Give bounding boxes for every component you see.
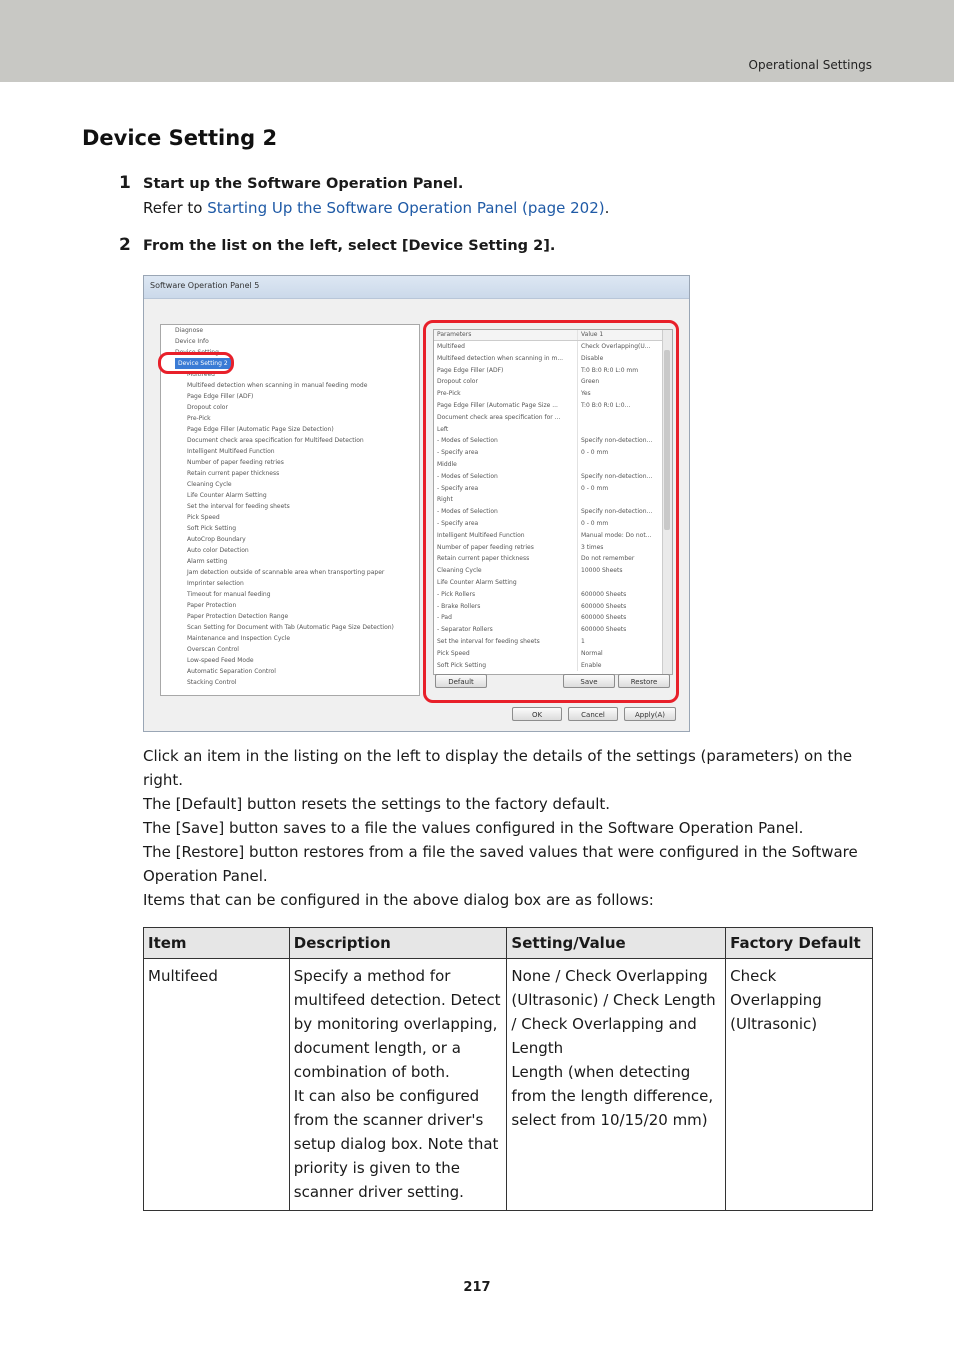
parameter-value bbox=[577, 424, 667, 436]
tree-item-label: Device Setting 2 bbox=[175, 358, 231, 369]
tree-item-label: Jam detection outside of scannable area when transporting paper bbox=[187, 569, 385, 576]
step-2-title: From the list on the left, select [Device Setting 2]. bbox=[143, 238, 556, 254]
parameter-row[interactable] bbox=[434, 400, 672, 412]
tree-item[interactable] bbox=[161, 479, 419, 490]
parameter-row[interactable] bbox=[434, 435, 672, 447]
tree-item[interactable] bbox=[161, 633, 419, 644]
parameter-name: - Specify area bbox=[437, 449, 479, 457]
tree-item-label: Pre-Pick bbox=[187, 415, 211, 422]
parameter-value: 10000 Sheets bbox=[577, 565, 667, 577]
parameter-name: Intelligent Multifeed Function bbox=[437, 531, 525, 539]
parameter-name: - Pad bbox=[437, 614, 452, 622]
ok-button[interactable]: OK bbox=[512, 707, 562, 721]
parameter-name: Life Counter Alarm Setting bbox=[437, 578, 517, 586]
tree-item[interactable] bbox=[161, 655, 419, 666]
parameter-value bbox=[577, 577, 667, 589]
tree-item[interactable] bbox=[161, 435, 419, 446]
tree-item[interactable] bbox=[161, 611, 419, 622]
tree-item-label: Number of paper feeding retries bbox=[187, 459, 284, 466]
parameter-name: Middle bbox=[437, 460, 457, 468]
paragraph-2: The [Default] button resets the settings to the factory default. bbox=[143, 795, 611, 813]
tree-item-label: Page Edge Filler (ADF) bbox=[187, 393, 254, 400]
restore-button[interactable]: Restore bbox=[618, 674, 670, 688]
tree-item-label: Pick Speed bbox=[187, 514, 220, 521]
parameter-name: Pre-Pick bbox=[437, 390, 461, 398]
tree-item[interactable] bbox=[161, 380, 419, 391]
parameter-name: - Specify area bbox=[437, 519, 479, 527]
highlight-device-setting-2 bbox=[158, 352, 234, 374]
parameter-value: Green bbox=[577, 376, 667, 388]
parameter-name: Multifeed bbox=[437, 343, 465, 350]
tree-item-label: Intelligent Multifeed Function bbox=[187, 448, 275, 455]
step-1-suffix: . bbox=[604, 199, 610, 217]
parameter-row[interactable] bbox=[434, 471, 672, 483]
parameter-row[interactable] bbox=[434, 459, 672, 471]
tree-item[interactable] bbox=[161, 556, 419, 567]
parameter-row[interactable] bbox=[434, 612, 672, 624]
section-label: Operational Settings bbox=[748, 58, 872, 72]
tree-item[interactable] bbox=[161, 644, 419, 655]
parameter-name: Dropout color bbox=[437, 378, 478, 386]
parameter-value: 600000 Sheets bbox=[577, 589, 667, 601]
tree-item-label: Timeout for manual feeding bbox=[187, 591, 271, 598]
tree-item[interactable] bbox=[161, 600, 419, 611]
parameter-value bbox=[577, 459, 667, 471]
parameter-row[interactable] bbox=[434, 494, 672, 506]
parameter-name: - Brake Rollers bbox=[437, 602, 481, 610]
parameter-row[interactable] bbox=[434, 530, 672, 542]
parameter-value: 600000 Sheets bbox=[577, 601, 667, 613]
tree-item[interactable] bbox=[161, 523, 419, 534]
col-setting-value: Setting/Value bbox=[507, 928, 726, 959]
cell-setting-value: None / Check Overlapping (Ultrasonic) / Check Length / Check Overlapping and Length Length (when detecting from the length difference, select from 10/15/20 mm) bbox=[507, 959, 726, 1211]
parameter-row[interactable] bbox=[434, 577, 672, 589]
parameters-header bbox=[434, 330, 672, 341]
parameter-value: 600000 Sheets bbox=[577, 624, 667, 636]
step-1-number: 1 bbox=[119, 173, 131, 193]
parameter-name: Number of paper feeding retries bbox=[437, 543, 534, 551]
parameter-row[interactable] bbox=[434, 365, 672, 377]
parameter-value bbox=[577, 494, 667, 506]
tree-item[interactable] bbox=[161, 446, 419, 457]
tree-item-label: Multifeed detection when scanning in manual feeding mode bbox=[187, 382, 368, 389]
tree-item-label: Multifeed bbox=[187, 371, 215, 378]
parameter-name: Page Edge Filler (Automatic Page Size ... bbox=[437, 401, 558, 409]
col-description: Description bbox=[289, 928, 507, 959]
step-1-text bbox=[143, 199, 609, 217]
tree-item-label: Auto color Detection bbox=[187, 547, 249, 554]
parameters-col-header: Parameters bbox=[437, 331, 472, 338]
paragraph-3: The [Save] button saves to a file the values configured in the Software Operation Panel. bbox=[143, 819, 804, 837]
parameter-name: Pick Speed bbox=[437, 649, 470, 657]
page-header-bar bbox=[0, 0, 954, 82]
parameter-value: Disable bbox=[577, 353, 667, 365]
parameter-row[interactable] bbox=[434, 565, 672, 577]
settings-tree bbox=[160, 324, 420, 696]
parameter-row[interactable] bbox=[434, 376, 672, 388]
paragraph-5: Items that can be configured in the above dialog box are as follows: bbox=[143, 891, 654, 909]
parameter-name: Left bbox=[437, 425, 449, 433]
cancel-button[interactable]: Cancel bbox=[568, 707, 618, 721]
parameter-value: Specify non-detection... bbox=[577, 506, 667, 518]
parameter-row[interactable] bbox=[434, 636, 672, 648]
parameter-name: - Modes of Selection bbox=[437, 508, 498, 516]
tree-item-label: Retain current paper thickness bbox=[187, 470, 280, 477]
parameter-row[interactable] bbox=[434, 624, 672, 636]
parameter-value: Normal bbox=[577, 648, 667, 660]
parameter-value: 600000 Sheets bbox=[577, 612, 667, 624]
tree-item[interactable] bbox=[161, 534, 419, 545]
parameter-value: Specify non-detection... bbox=[577, 471, 667, 483]
parameter-row[interactable] bbox=[434, 447, 672, 459]
value-col-header: Value 1 bbox=[577, 330, 667, 340]
tree-item[interactable] bbox=[161, 622, 419, 633]
tree-item[interactable] bbox=[161, 402, 419, 413]
step-2-number: 2 bbox=[119, 235, 131, 255]
parameter-name: Retain current paper thickness bbox=[437, 555, 530, 563]
tree-item-label: Set the interval for feeding sheets bbox=[187, 503, 290, 510]
tree-item[interactable] bbox=[161, 391, 419, 402]
parameter-row[interactable] bbox=[434, 553, 672, 565]
paragraph-1: Click an item in the listing on the left to display the details of the settings (parameters) on the right. bbox=[143, 747, 853, 789]
parameter-value: 3 times bbox=[577, 542, 667, 554]
tree-item-label: Overscan Control bbox=[187, 646, 239, 653]
cell-item: Multifeed bbox=[144, 959, 290, 1211]
paragraph-4: The [Restore] button restores from a file the saved values that were configured in the Software Operation Panel. bbox=[143, 843, 858, 885]
tree-item-label: Low-speed Feed Mode bbox=[187, 657, 254, 664]
cell-description: Specify a method for multifeed detection. Detect by monitoring overlapping, document length, or a combination of both. It can also be configured from the scanner driver's setup dialog box. Note that priority is given to the scanner driver setting. bbox=[289, 959, 507, 1211]
tree-item[interactable] bbox=[161, 545, 419, 556]
save-button[interactable]: Save bbox=[563, 674, 615, 688]
tree-item[interactable] bbox=[161, 677, 419, 688]
tree-item[interactable] bbox=[161, 589, 419, 600]
tree-item-label: Page Edge Filler (Automatic Page Size Detection) bbox=[187, 426, 334, 433]
tree-item[interactable] bbox=[161, 512, 419, 523]
tree-item-label: Paper Protection bbox=[187, 602, 237, 609]
tree-item-label: Automatic Separation Control bbox=[187, 668, 276, 675]
parameter-value: T:0 B:0 R:0 L:0... bbox=[577, 400, 667, 412]
parameter-value: Enable bbox=[577, 660, 667, 672]
apply-button[interactable]: Apply(A) bbox=[624, 707, 676, 721]
step-1-prefix: Refer to bbox=[143, 199, 208, 217]
tree-item-label: Paper Protection Detection Range bbox=[187, 613, 289, 620]
tree-item-label: AutoCrop Boundary bbox=[187, 536, 246, 543]
parameter-row[interactable] bbox=[434, 589, 672, 601]
window-title: Software Operation Panel 5 bbox=[144, 276, 689, 299]
parameter-value: 0 - 0 mm bbox=[577, 483, 667, 495]
scrollbar-thumb[interactable] bbox=[664, 350, 670, 530]
parameter-row[interactable] bbox=[434, 601, 672, 613]
tree-item[interactable] bbox=[161, 578, 419, 589]
parameter-name: Document check area specification for ... bbox=[437, 413, 561, 421]
parameters-table bbox=[433, 329, 673, 675]
software-operation-panel-screenshot bbox=[143, 275, 690, 732]
parameter-row[interactable] bbox=[434, 412, 672, 424]
tree-item[interactable] bbox=[161, 336, 419, 347]
cell-factory-default: Check Overlapping (Ultrasonic) bbox=[726, 959, 873, 1211]
parameters-scrollbar[interactable] bbox=[662, 330, 672, 674]
tree-item-label: Dropout color bbox=[187, 404, 228, 411]
parameter-value: Check Overlapping(U... bbox=[577, 341, 667, 353]
parameter-name: Multifeed detection when scanning in m... bbox=[437, 354, 564, 362]
parameter-value: Do not remember bbox=[577, 553, 667, 565]
tree-item-label: Maintenance and Inspection Cycle bbox=[187, 635, 291, 642]
tree-item[interactable] bbox=[161, 325, 419, 336]
step-1-title: Start up the Software Operation Panel. bbox=[143, 176, 464, 192]
page-title: Device Setting 2 bbox=[82, 126, 278, 150]
tree-item-label: Alarm setting bbox=[187, 558, 228, 565]
tree-item-label: Diagnose bbox=[175, 327, 204, 334]
parameter-row[interactable] bbox=[434, 542, 672, 554]
tree-item[interactable] bbox=[161, 413, 419, 424]
tree-item-label: Device Info bbox=[175, 338, 209, 345]
page-number: 217 bbox=[463, 1280, 491, 1295]
tree-item-label: Soft Pick Setting bbox=[187, 525, 237, 532]
settings-table bbox=[143, 927, 873, 1211]
parameter-row[interactable] bbox=[434, 648, 672, 660]
parameter-value: Yes bbox=[577, 388, 667, 400]
parameter-value: Specify non-detection... bbox=[577, 435, 667, 447]
tree-item-label: Life Counter Alarm Setting bbox=[187, 492, 267, 499]
default-button[interactable]: Default bbox=[435, 674, 487, 688]
parameter-row[interactable] bbox=[434, 424, 672, 436]
parameter-row[interactable] bbox=[434, 518, 672, 530]
parameter-value: 0 - 0 mm bbox=[577, 518, 667, 530]
parameter-name: - Modes of Selection bbox=[437, 437, 498, 445]
parameter-value: 1 bbox=[577, 636, 667, 648]
tree-item[interactable] bbox=[161, 424, 419, 435]
parameter-name: - Separator Rollers bbox=[437, 626, 493, 634]
tree-item-label: Device Setting bbox=[175, 349, 219, 356]
parameters-rows bbox=[434, 341, 672, 671]
tree-item-label: Stacking Control bbox=[187, 679, 237, 686]
parameter-row[interactable] bbox=[434, 660, 672, 672]
parameter-row[interactable] bbox=[434, 506, 672, 518]
parameter-name: Soft Pick Setting bbox=[437, 661, 487, 669]
tree-item[interactable] bbox=[161, 490, 419, 501]
parameter-value: 0 - 0 mm bbox=[577, 447, 667, 459]
tree-item-label: Imprinter selection bbox=[187, 580, 244, 587]
parameter-value bbox=[577, 412, 667, 424]
tree-item-label: Document check area specification for Multifeed Detection bbox=[187, 437, 364, 444]
tree-item[interactable] bbox=[161, 468, 419, 479]
table-row bbox=[144, 959, 873, 1211]
parameter-value: T:0 B:0 R:0 L:0 mm bbox=[577, 365, 667, 377]
parameter-row[interactable] bbox=[434, 483, 672, 495]
tree-item[interactable] bbox=[161, 666, 419, 677]
parameter-row[interactable] bbox=[434, 353, 672, 365]
tree-item[interactable] bbox=[161, 457, 419, 468]
parameter-name: Right bbox=[437, 496, 453, 504]
parameter-name: - Pick Rollers bbox=[437, 590, 476, 598]
col-factory-default: Factory Default bbox=[726, 928, 873, 959]
parameter-name: Page Edge Filler (ADF) bbox=[437, 366, 504, 374]
starting-up-link[interactable]: Starting Up the Software Operation Panel (page 202) bbox=[207, 199, 605, 217]
parameter-name: - Modes of Selection bbox=[437, 472, 498, 480]
parameter-name: - Specify area bbox=[437, 484, 479, 492]
parameter-row[interactable] bbox=[434, 341, 672, 353]
col-item: Item bbox=[144, 928, 290, 959]
parameter-value: Manual mode: Do not... bbox=[577, 530, 667, 542]
tree-item[interactable] bbox=[161, 501, 419, 512]
tree-item[interactable] bbox=[161, 567, 419, 578]
parameter-name: Cleaning Cycle bbox=[437, 567, 482, 575]
parameter-name: Set the interval for feeding sheets bbox=[437, 637, 540, 645]
tree-item-label: Cleaning Cycle bbox=[187, 481, 232, 488]
tree-item-label: Scan Setting for Document with Tab (Automatic Page Size Detection) bbox=[187, 624, 394, 631]
parameter-row[interactable] bbox=[434, 388, 672, 400]
